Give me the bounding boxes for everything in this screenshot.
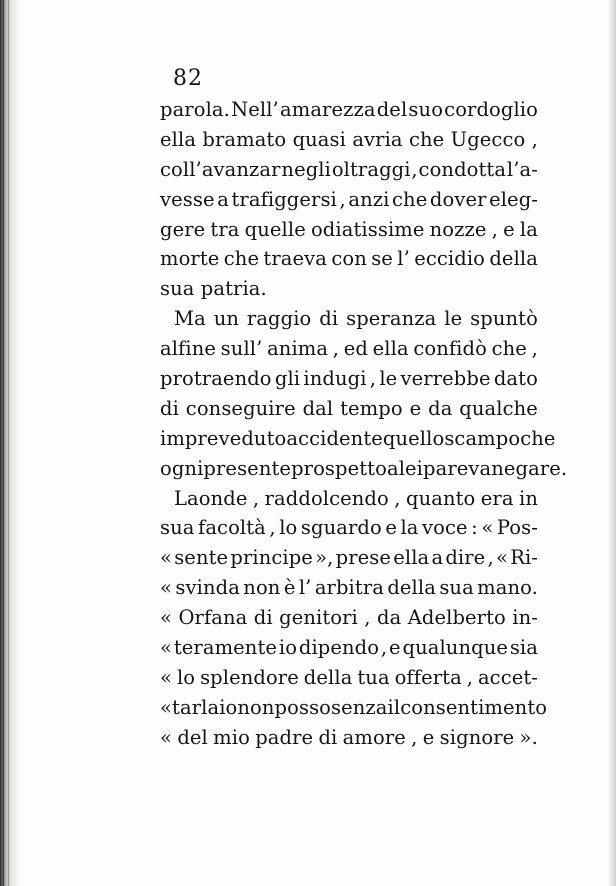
text-line: Laonde , raddolcendo , quanto era in [174, 486, 538, 510]
spine-edge-line [3, 0, 4, 886]
text-line: Ma un raggio di speranza le spuntò [174, 307, 538, 331]
text-line: morte che traeva con se l’ eccidio della [160, 247, 538, 271]
text-line: « svinda non è l’ arbitra della sua mano. [160, 576, 538, 600]
text-line: sua patria. [160, 277, 267, 301]
text-line: « lo splendore della tua offerta , accet- [160, 665, 538, 689]
text-line: ella bramato quasi avria che Ugecco , [160, 127, 538, 151]
page-right-edge [608, 0, 616, 886]
text-line: « teramente io dipendo , e qualunque sia [160, 636, 538, 660]
text-line: impreveduto accidente quello scampo che [160, 426, 556, 450]
body-text [160, 95, 568, 753]
text-line: « sente principe », prese ella a dire , « Ri- [160, 546, 538, 570]
spine-inner-line [8, 0, 9, 886]
text-line: sua facoltà , lo sguardo e la voce : « Pos- [160, 516, 538, 540]
text-line: protraendo gli indugi , le verrebbe dato [160, 367, 538, 391]
text-line: alfine sull’ anima , ed ella confidò che , [160, 337, 538, 361]
text-line: coll’avanzar negli oltraggi , condotta l’a- [160, 157, 538, 181]
text-line: di conseguire dal tempo e da qualche [160, 396, 538, 420]
text-line: parola. Nell’ amarezza del suo cordoglio [160, 98, 538, 121]
text-line: vesse a trafiggersi , anzi che dover eleg- [160, 187, 538, 211]
text-line: ogni presente prospetto a lei pareva negare. [160, 456, 568, 480]
text-line: « Orfana di genitori , da Adelberto in- [160, 606, 538, 630]
page-number: 82 [173, 66, 203, 91]
text-line: « del mio padre di amore , e signore ». [160, 725, 538, 749]
text-line: gere tra quelle odiatissime nozze , e la [160, 217, 538, 241]
text-line: « tarla io non posso senza il consentimento [160, 695, 548, 719]
